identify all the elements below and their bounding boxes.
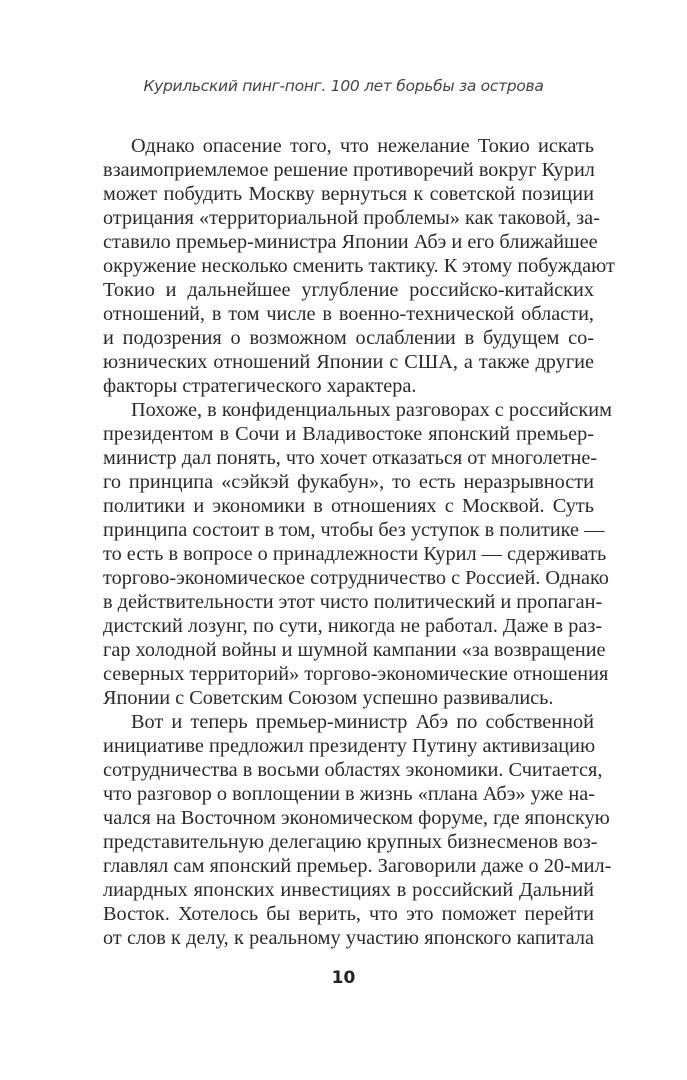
text-line: го принципа «сэйкэй фукабун», то есть неразрывности (103, 471, 594, 493)
page-number: 10 (331, 968, 356, 988)
text-line: от слов к делу, к реальному участию японского капитала (103, 927, 594, 949)
text-line: северных территорий» торгово-экономические отношения (103, 663, 609, 685)
text-line: Однако опасение того, что нежелание Токио искать (131, 135, 594, 157)
text-line: факторы стратегического характера. (103, 375, 417, 397)
text-line: представительную делегацию крупных бизнесменов воз- (103, 831, 598, 853)
text-line: Японии с Советским Союзом успешно развивались. (103, 687, 554, 709)
text-line: и подозрения о возможном ослаблении в будущем со- (103, 327, 594, 349)
text-line: Похоже, в конфиденциальных разговорах с российским (131, 399, 612, 421)
text-line: что разговор о воплощении в жизнь «плана Абэ» уже на- (103, 783, 595, 805)
text-line: может побудить Москву вернуться к советской позиции (103, 183, 594, 205)
text-line: сотрудничества в восьми областях экономики. Считается, (103, 759, 603, 781)
text-line: дистский лозунг, по сути, никогда не работал. Даже в раз- (103, 615, 603, 637)
text-line: принципа состоит в том, чтобы без уступок в политике — (103, 519, 605, 541)
text-line: окружение несколько сменить тактику. К этому побуждают (103, 255, 615, 277)
paragraph (103, 134, 615, 398)
text-line: главлял сам японский премьер. Заговорили даже о 20-мил- (103, 855, 612, 877)
text-line: юзнических отношений Японии с США, а также другие (103, 351, 594, 373)
text-line: лиардных японских инвестициях в российский Дальний (103, 879, 594, 901)
text-line: то есть в вопросе о принадлежности Курил — сдерживать (103, 543, 607, 565)
text-line: ставило премьер-министра Японии Абэ и его ближайшее (103, 231, 598, 253)
text-line: Вот и теперь премьер-министр Абэ по собственной (131, 711, 594, 733)
paragraph (103, 398, 612, 710)
text-line: торгово-экономическое сотрудничество с Россией. Однако (103, 567, 609, 589)
text-line: в действительности этот чисто политический и пропаган- (103, 591, 603, 613)
page-body (103, 134, 615, 950)
paragraph (103, 710, 612, 950)
text-line: президентом в Сочи и Владивостоке японский премьер- (103, 423, 594, 445)
text-line: чался на Восточном экономическом форуме, где японскую (103, 807, 610, 829)
text-line: Токио и дальнейшее углубление российско-китайских (103, 279, 594, 301)
text-line: Восток. Хотелось бы верить, что это поможет перейти (103, 903, 594, 925)
running-header: Курильский пинг-понг. 100 лет борьбы за острова (143, 77, 544, 95)
text-line: отношений, в том числе в военно-технической области, (103, 303, 594, 325)
text-line: политики и экономики в отношениях с Москвой. Суть (103, 495, 594, 517)
text-line: взаимоприемлемое решение противоречий вокруг Курил (103, 159, 595, 181)
text-line: инициативе предложил президенту Путину активизацию (103, 735, 596, 757)
text-line: министр дал понять, что хочет отказаться от многолетне- (103, 447, 598, 469)
text-line: отрицания «территориальной проблемы» как таковой, за- (103, 207, 600, 229)
text-line: гар холодной войны и шумной кампании «за возвращение (103, 639, 606, 661)
